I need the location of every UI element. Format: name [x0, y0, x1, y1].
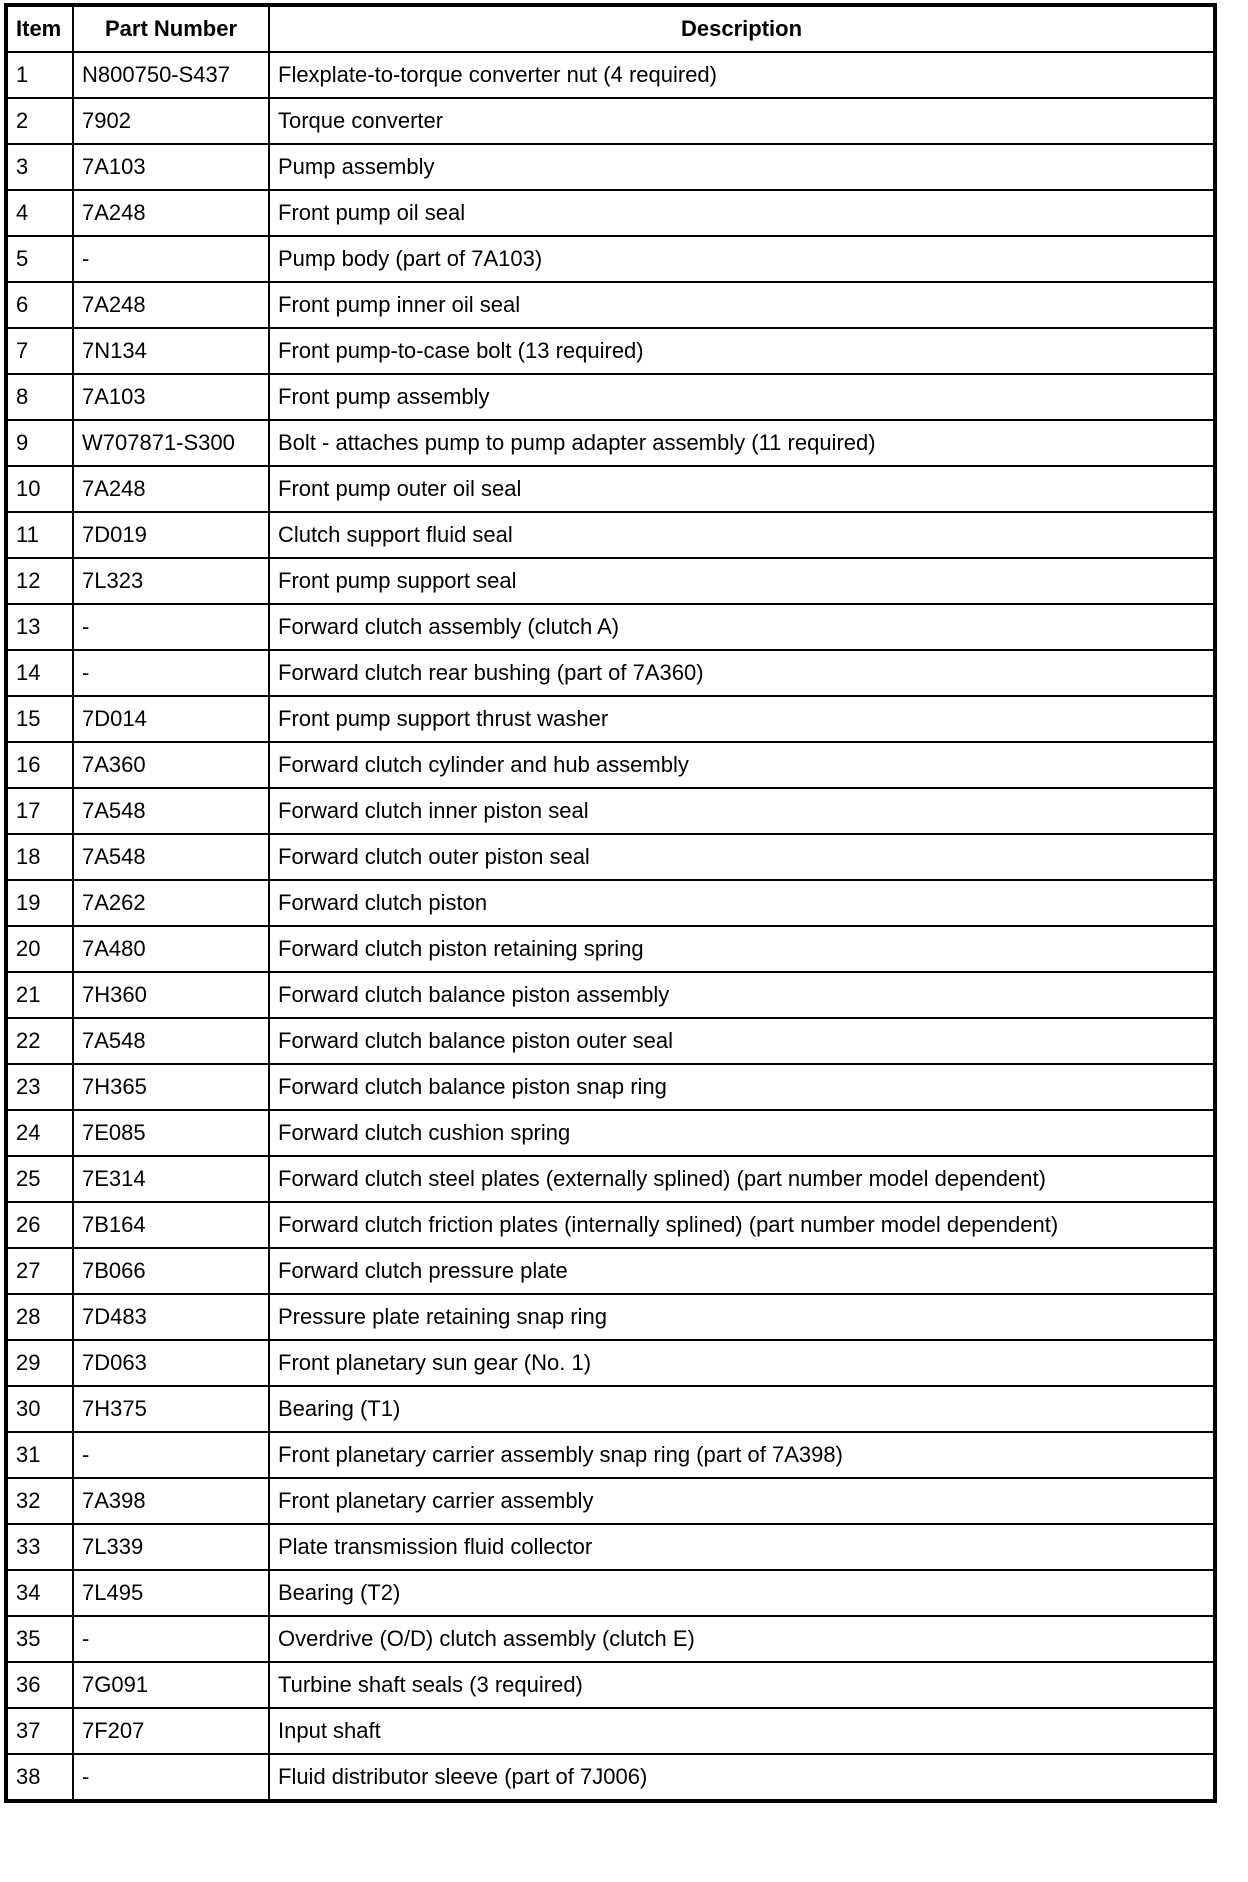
item-cell: 35	[6, 1616, 73, 1662]
table-row	[6, 1202, 1215, 1248]
table-row	[6, 1248, 1215, 1294]
description-cell: Front pump oil seal	[269, 190, 1215, 236]
item-cell: 16	[6, 742, 73, 788]
item-cell: 21	[6, 972, 73, 1018]
item-cell: 34	[6, 1570, 73, 1616]
description-cell: Forward clutch balance piston outer seal	[269, 1018, 1215, 1064]
table-row	[6, 1110, 1215, 1156]
description-cell: Turbine shaft seals (3 required)	[269, 1662, 1215, 1708]
table-row	[6, 52, 1215, 98]
table-row	[6, 374, 1215, 420]
part-number-cell: 7E085	[73, 1110, 269, 1156]
description-cell: Fluid distributor sleeve (part of 7J006)	[269, 1754, 1215, 1801]
item-cell: 20	[6, 926, 73, 972]
part-number-cell: W707871-S300	[73, 420, 269, 466]
description-cell: Front planetary carrier assembly	[269, 1478, 1215, 1524]
table-row	[6, 1386, 1215, 1432]
item-cell: 25	[6, 1156, 73, 1202]
description-cell: Bolt - attaches pump to pump adapter assembly (11 required)	[269, 420, 1215, 466]
item-cell: 30	[6, 1386, 73, 1432]
table-row	[6, 1432, 1215, 1478]
description-cell: Bearing (T1)	[269, 1386, 1215, 1432]
table-row	[6, 420, 1215, 466]
item-cell: 12	[6, 558, 73, 604]
table-row	[6, 834, 1215, 880]
item-cell: 8	[6, 374, 73, 420]
item-cell: 4	[6, 190, 73, 236]
table-row	[6, 926, 1215, 972]
description-cell: Forward clutch piston	[269, 880, 1215, 926]
item-cell: 37	[6, 1708, 73, 1754]
part-number-cell: 7E314	[73, 1156, 269, 1202]
table-row	[6, 696, 1215, 742]
item-cell: 17	[6, 788, 73, 834]
parts-table	[4, 3, 1217, 1803]
description-cell: Input shaft	[269, 1708, 1215, 1754]
item-cell: 27	[6, 1248, 73, 1294]
part-number-cell: 7A103	[73, 374, 269, 420]
part-number-cell: 7A398	[73, 1478, 269, 1524]
header-part-number: Part Number	[73, 5, 269, 52]
part-number-cell: 7N134	[73, 328, 269, 374]
description-cell: Pump assembly	[269, 144, 1215, 190]
item-cell: 28	[6, 1294, 73, 1340]
part-number-cell: 7A480	[73, 926, 269, 972]
description-cell: Forward clutch balance piston assembly	[269, 972, 1215, 1018]
table-row	[6, 1754, 1215, 1801]
part-number-cell: 7L495	[73, 1570, 269, 1616]
item-cell: 23	[6, 1064, 73, 1110]
item-cell: 10	[6, 466, 73, 512]
table-row	[6, 788, 1215, 834]
part-number-cell: -	[73, 236, 269, 282]
item-cell: 1	[6, 52, 73, 98]
description-cell: Forward clutch pressure plate	[269, 1248, 1215, 1294]
table-row	[6, 328, 1215, 374]
table-row	[6, 1478, 1215, 1524]
table-row	[6, 604, 1215, 650]
table-row	[6, 466, 1215, 512]
part-number-cell: 7F207	[73, 1708, 269, 1754]
description-cell: Bearing (T2)	[269, 1570, 1215, 1616]
item-cell: 26	[6, 1202, 73, 1248]
table-row	[6, 1708, 1215, 1754]
description-cell: Front planetary sun gear (No. 1)	[269, 1340, 1215, 1386]
table-row	[6, 1064, 1215, 1110]
item-cell: 22	[6, 1018, 73, 1064]
part-number-cell: 7A248	[73, 466, 269, 512]
table-row	[6, 512, 1215, 558]
item-cell: 33	[6, 1524, 73, 1570]
item-cell: 11	[6, 512, 73, 558]
part-number-cell: 7A248	[73, 282, 269, 328]
table-row	[6, 1662, 1215, 1708]
part-number-cell: 7H365	[73, 1064, 269, 1110]
part-number-cell: 7A262	[73, 880, 269, 926]
table-row	[6, 98, 1215, 144]
item-cell: 29	[6, 1340, 73, 1386]
table-row	[6, 1294, 1215, 1340]
part-number-cell: 7L339	[73, 1524, 269, 1570]
part-number-cell: 7L323	[73, 558, 269, 604]
table-row	[6, 558, 1215, 604]
description-cell: Forward clutch balance piston snap ring	[269, 1064, 1215, 1110]
item-cell: 9	[6, 420, 73, 466]
description-cell: Front planetary carrier assembly snap ring (part of 7A398)	[269, 1432, 1215, 1478]
description-cell: Forward clutch piston retaining spring	[269, 926, 1215, 972]
part-number-cell: -	[73, 604, 269, 650]
table-row	[6, 650, 1215, 696]
description-cell: Front pump-to-case bolt (13 required)	[269, 328, 1215, 374]
part-number-cell: 7D019	[73, 512, 269, 558]
part-number-cell: N800750-S437	[73, 52, 269, 98]
item-cell: 38	[6, 1754, 73, 1801]
description-cell: Torque converter	[269, 98, 1215, 144]
description-cell: Forward clutch rear bushing (part of 7A360)	[269, 650, 1215, 696]
description-cell: Front pump support seal	[269, 558, 1215, 604]
description-cell: Front pump inner oil seal	[269, 282, 1215, 328]
part-number-cell: 7D483	[73, 1294, 269, 1340]
description-cell: Plate transmission fluid collector	[269, 1524, 1215, 1570]
table-row	[6, 236, 1215, 282]
item-cell: 2	[6, 98, 73, 144]
header-row	[6, 5, 1215, 52]
table-row	[6, 144, 1215, 190]
table-row	[6, 1524, 1215, 1570]
item-cell: 19	[6, 880, 73, 926]
table-row	[6, 1570, 1215, 1616]
part-number-cell: 7G091	[73, 1662, 269, 1708]
table-row	[6, 1616, 1215, 1662]
table-row	[6, 742, 1215, 788]
item-cell: 15	[6, 696, 73, 742]
description-cell: Front pump assembly	[269, 374, 1215, 420]
part-number-cell: 7A103	[73, 144, 269, 190]
part-number-cell: 7H375	[73, 1386, 269, 1432]
description-cell: Forward clutch friction plates (internally splined) (part number model dependent)	[269, 1202, 1215, 1248]
table-row	[6, 282, 1215, 328]
table-row	[6, 1156, 1215, 1202]
table-row	[6, 880, 1215, 926]
part-number-cell: -	[73, 1616, 269, 1662]
header-item: Item	[6, 5, 73, 52]
item-cell: 18	[6, 834, 73, 880]
description-cell: Front pump outer oil seal	[269, 466, 1215, 512]
header-description: Description	[269, 5, 1215, 52]
table-row	[6, 972, 1215, 1018]
part-number-cell: 7D063	[73, 1340, 269, 1386]
part-number-cell: 7H360	[73, 972, 269, 1018]
table-row	[6, 190, 1215, 236]
item-cell: 36	[6, 1662, 73, 1708]
part-number-cell: 7A360	[73, 742, 269, 788]
item-cell: 5	[6, 236, 73, 282]
description-cell: Pump body (part of 7A103)	[269, 236, 1215, 282]
item-cell: 7	[6, 328, 73, 374]
description-cell: Overdrive (O/D) clutch assembly (clutch E)	[269, 1616, 1215, 1662]
table-row	[6, 1340, 1215, 1386]
item-cell: 31	[6, 1432, 73, 1478]
part-number-cell: -	[73, 1432, 269, 1478]
part-number-cell: 7B164	[73, 1202, 269, 1248]
item-cell: 6	[6, 282, 73, 328]
part-number-cell: 7A548	[73, 788, 269, 834]
description-cell: Forward clutch cushion spring	[269, 1110, 1215, 1156]
part-number-cell: 7902	[73, 98, 269, 144]
description-cell: Front pump support thrust washer	[269, 696, 1215, 742]
item-cell: 24	[6, 1110, 73, 1156]
description-cell: Forward clutch inner piston seal	[269, 788, 1215, 834]
part-number-cell: -	[73, 650, 269, 696]
part-number-cell: 7A548	[73, 834, 269, 880]
part-number-cell: -	[73, 1754, 269, 1801]
item-cell: 14	[6, 650, 73, 696]
part-number-cell: 7A248	[73, 190, 269, 236]
part-number-cell: 7A548	[73, 1018, 269, 1064]
item-cell: 3	[6, 144, 73, 190]
description-cell: Flexplate-to-torque converter nut (4 required)	[269, 52, 1215, 98]
part-number-cell: 7B066	[73, 1248, 269, 1294]
description-cell: Forward clutch assembly (clutch A)	[269, 604, 1215, 650]
part-number-cell: 7D014	[73, 696, 269, 742]
description-cell: Clutch support fluid seal	[269, 512, 1215, 558]
description-cell: Forward clutch outer piston seal	[269, 834, 1215, 880]
item-cell: 32	[6, 1478, 73, 1524]
item-cell: 13	[6, 604, 73, 650]
description-cell: Forward clutch steel plates (externally splined) (part number model dependent)	[269, 1156, 1215, 1202]
table-row	[6, 1018, 1215, 1064]
description-cell: Forward clutch cylinder and hub assembly	[269, 742, 1215, 788]
description-cell: Pressure plate retaining snap ring	[269, 1294, 1215, 1340]
